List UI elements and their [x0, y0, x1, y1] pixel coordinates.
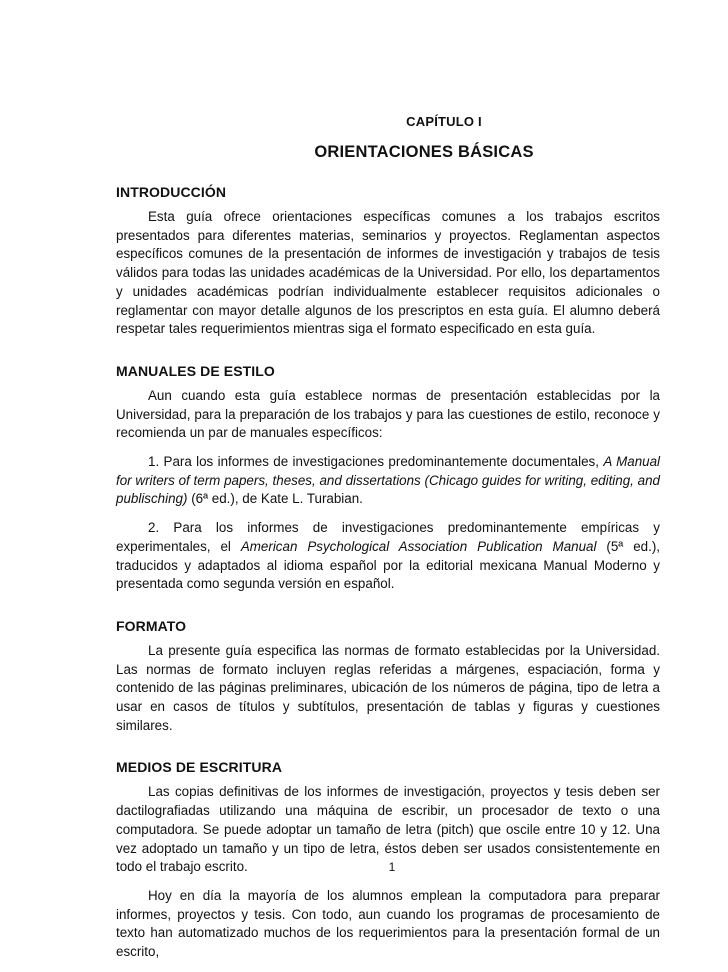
chapter-title: ORIENTACIONES BÁSICAS: [314, 143, 534, 161]
section-heading: MEDIOS DE ESCRITURA: [116, 759, 283, 776]
section-heading: INTRODUCCIÓN: [116, 184, 227, 200]
paragraph-manual-turabian: [116, 453, 660, 509]
text-run: (5ª ed.), traducidos y adaptados al idioma español por la editorial mexicana Manual Moderno y presentada como segunda versión en español.: [116, 538, 660, 592]
paragraph-manual-apa: [116, 519, 660, 594]
document-page: [116, 0, 661, 960]
paragraph: Hoy en día la mayoría de los alumnos emplean la computadora para preparar informes, proyectos y tesis. Con todo, aun cuando los programas de procesamiento de texto han automatizado muchos de los requerimientos para la presentación formal de un escrito,: [116, 887, 660, 960]
section-heading: MANUALES DE ESTILO: [116, 362, 275, 379]
section-introduccion: [116, 184, 660, 339]
text-run: (6ª ed.), de Kate L. Turabian.: [187, 491, 363, 507]
section-heading: FORMATO: [116, 617, 187, 634]
document-body: [116, 184, 660, 972]
paragraph: Las copias definitivas de los informes de investigación, proyectos y tesis deben ser dactilografiadas utilizando una máquina de escribir, un procesador de texto o una computadora. Se puede adoptar un tamaño de letra (pitch) que oscile entre 10 y 12. Una vez adoptado un tamaño y un tipo de letra, éstos deben ser usados consistentemente en todo el trabajo escrito.: [116, 784, 660, 875]
paragraph: Esta guía ofrece orientaciones específicas comunes a los trabajos escritos presentados para diferentes materias, seminarios y proyectos. Reglamentan aspectos específicos comunes de la presentación de informes de investigación y trabajos de tesis válidos para todas las unidades académicas de la Universidad. Por ello, los departamentos y unidades académicas podrían individualmente establecer requisitos adicionales o reglamentar con mayor detalle algunos de los prescriptos en esta guía. El alumno deberá respetar tales requerimientos mientras siga el formato especificado en esta guía.: [116, 209, 660, 337]
paragraph: La presente guía especifica las normas de formato establecidas por la Universidad. Las normas de formato incluyen reglas referidas a márgenes, espaciación, forma y contenido de las páginas preliminares, ubicación de los números de página, tipo de letra a usar en casos de títulos y subtítulos, presentación de tablas y figuras y cuestiones similares.: [116, 642, 660, 733]
section-formato: [116, 618, 660, 736]
book-title: A Manual for writers of term papers, theses, and dissertations (Chicago guides for writing, editing, and publisching): [116, 454, 661, 507]
text-run: 2. Para los informes de investigaciones predominantemente empíricas y experimentales, el: [116, 520, 660, 554]
section-manuales-de-estilo: [116, 363, 660, 594]
book-title: American Psychological Association Publication Manual: [240, 538, 597, 554]
paragraph: Aun cuando esta guía establece normas de presentación establecidas por la Universidad, para la preparación de los trabajos y para las cuestiones de estilo, reconoce y recomienda un par de manuales específicos:: [116, 387, 660, 441]
text-run: 1. Para los informes de investigaciones predominantemente documentales,: [148, 454, 604, 470]
page-number: 1: [388, 860, 396, 874]
chapter-label: CAPÍTULO I: [406, 114, 482, 129]
